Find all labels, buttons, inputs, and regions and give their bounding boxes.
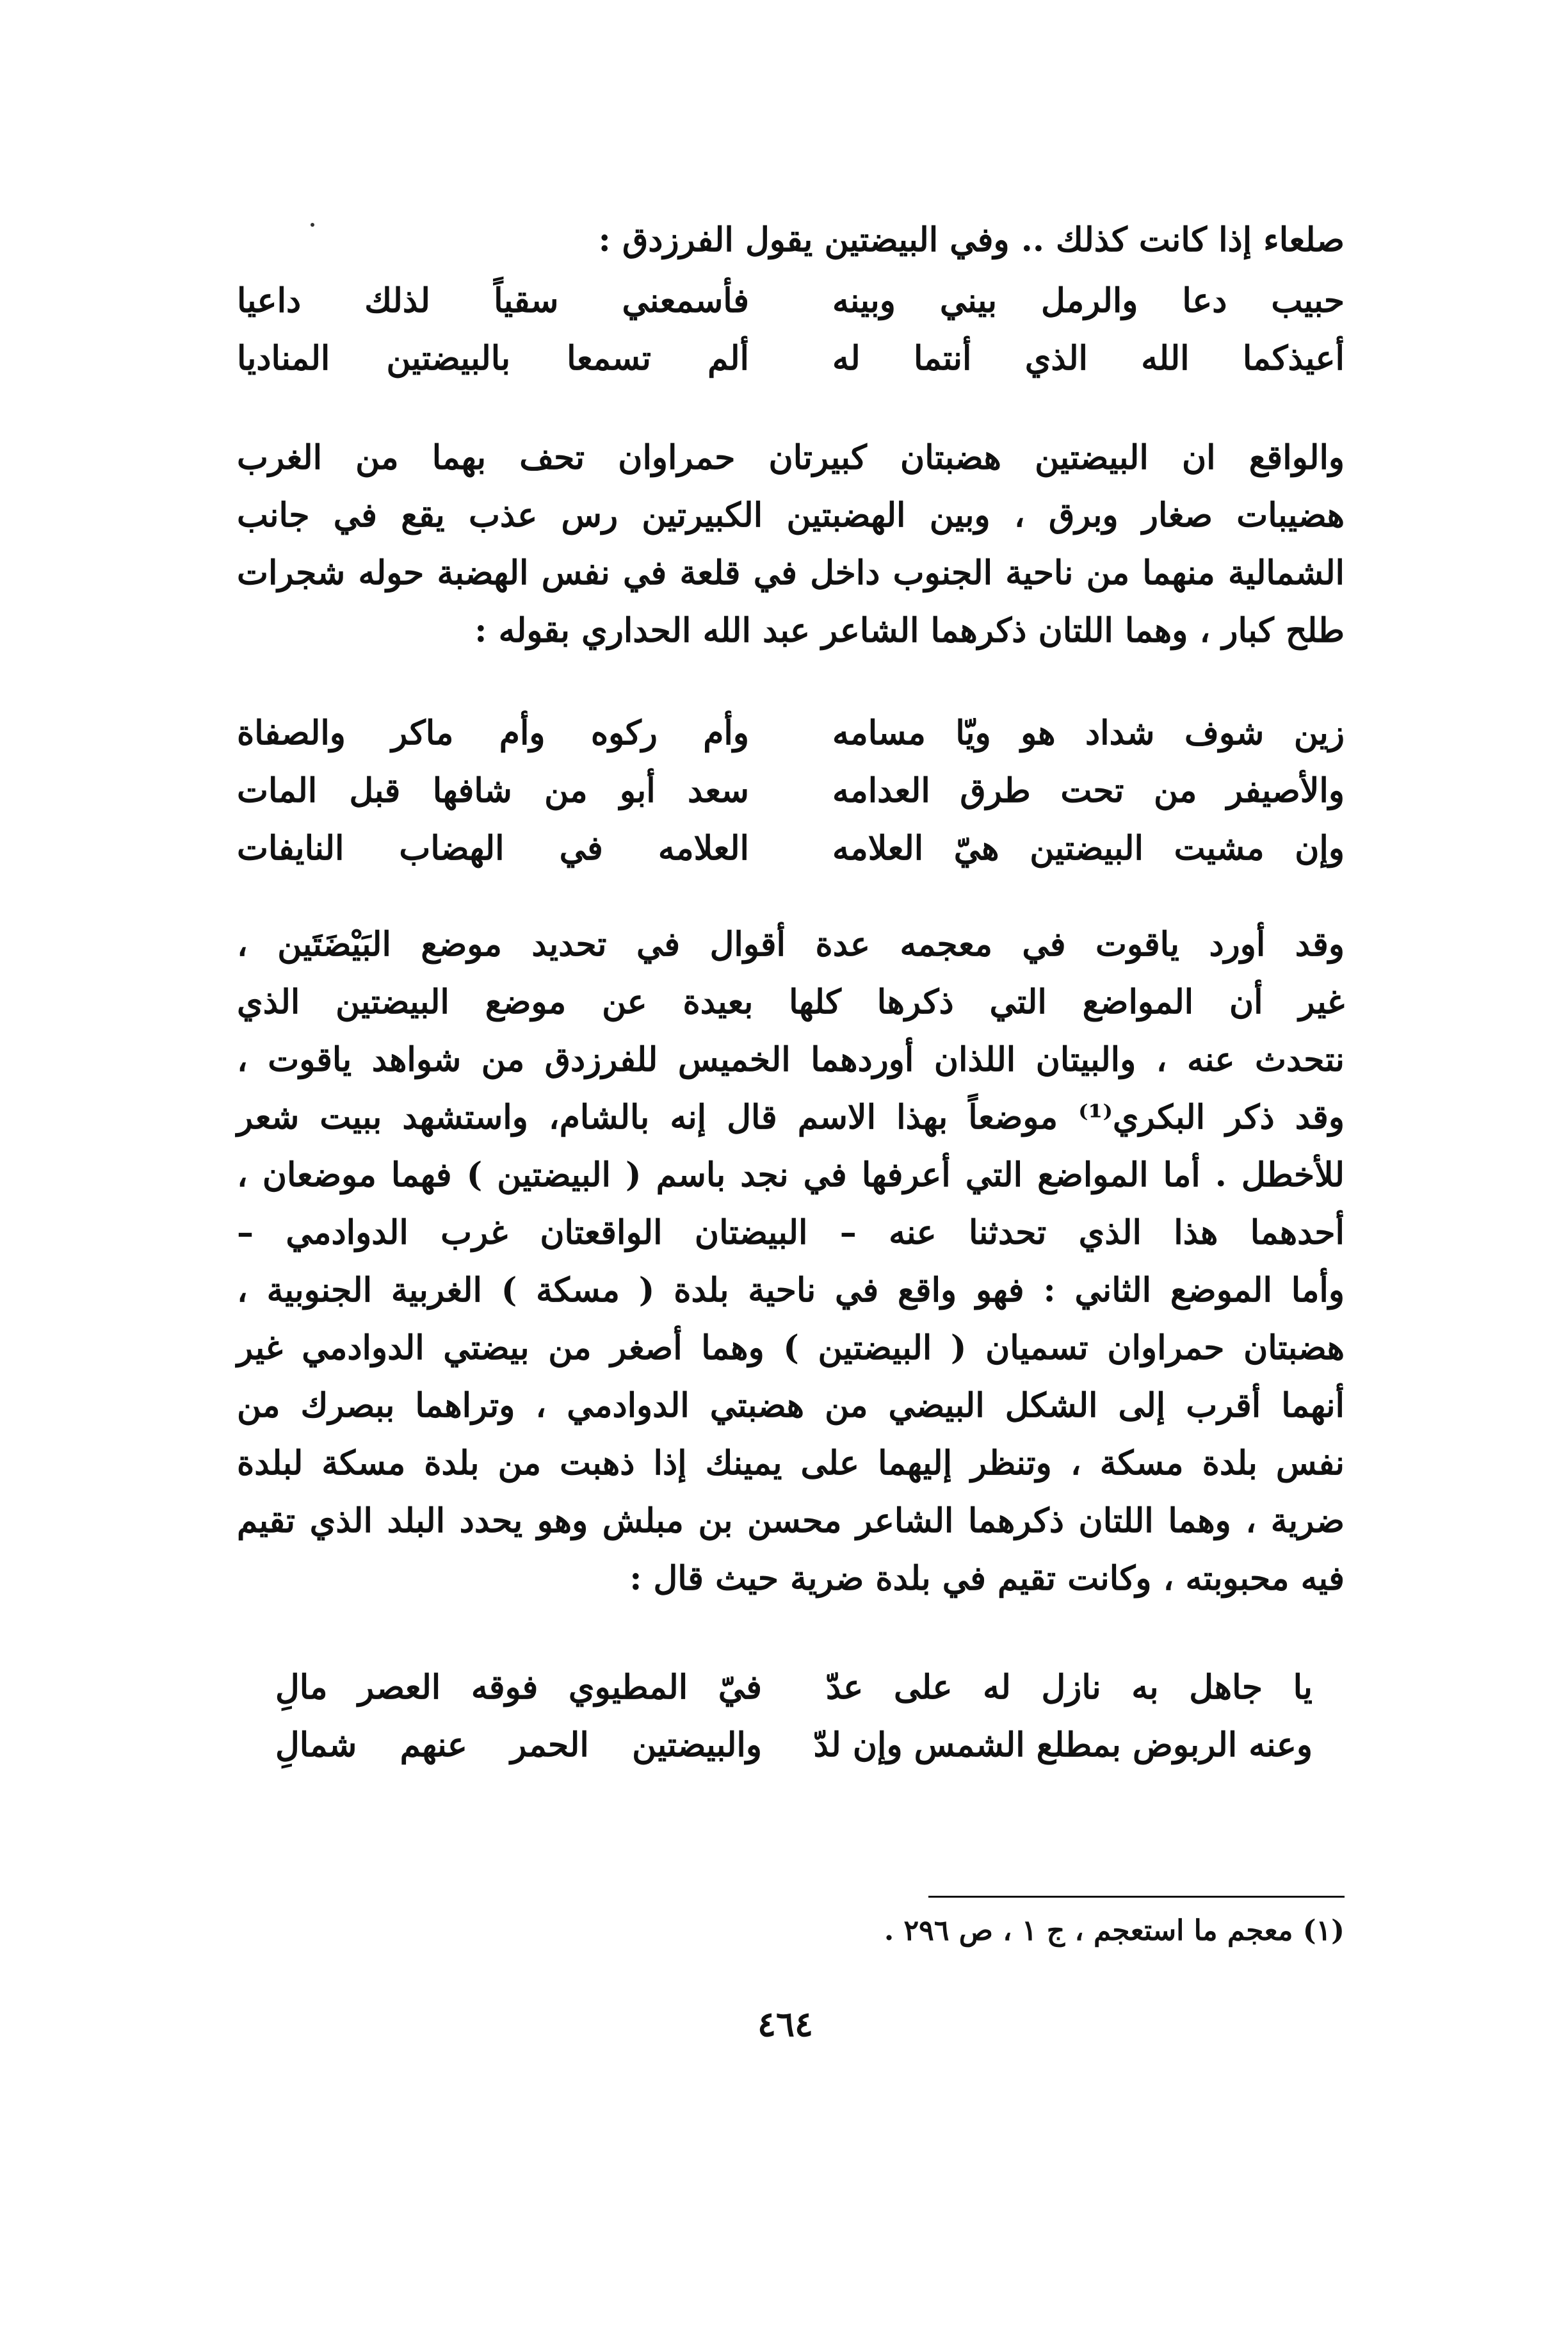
paragraph2-line: نتحدث عنه ، والبيتان اللذان أوردهما الخميس للفرزدق من شواهد ياقوت ، — [237, 1040, 1345, 1079]
hemistich-first: زين شوف شداد هو ويّا مسامه — [832, 713, 1345, 753]
hemistich-first: أعيذكما الله الذي أنتما له — [832, 339, 1345, 378]
hemistich-second: ألم تسمعا بالبيضتين المناديا — [237, 339, 749, 378]
page-number: ٤٦٤ — [757, 2003, 813, 2044]
paragraph2-line: غير أن المواضع التي ذكرها كلها بعيدة عن موضع البيضتين الذي — [237, 982, 1345, 1022]
paragraph2-line: فيه محبوبته ، وكانت تقيم في بلدة ضرية حيث قال : — [629, 1559, 1345, 1598]
paragraph2-line: ضرية ، وهما اللتان ذكرهما الشاعر محسن بن مبلش وهو يحدد البلد الذي تقيم — [237, 1501, 1345, 1540]
paragraph2-line: وأما الموضع الثاني : فهو واقع في ناحية بلدة ( مسكة ) الغربية الجنوبية ، — [237, 1271, 1345, 1310]
hemistich-first: والأصيفر من تحت طرق العدامه — [832, 771, 1345, 810]
poem2-verse — [237, 820, 1345, 877]
hemistich-first: وإن مشيت البيضتين هيّ العلامه — [832, 829, 1345, 868]
paragraph1-line: هضيبات صغار وبرق ، وبين الهضبتين الكبيرتين رس عذب يقع في جانب — [237, 496, 1345, 535]
paragraph2-line: هضبتان حمراوان تسميان ( البيضتين ) وهما أصغر من بيضتي الدوادمي غير — [237, 1328, 1345, 1367]
footnote: (١) معجم ما استعجم ، ج ١ ، ص ٢٩٦ . — [884, 1914, 1345, 1947]
poem1-verse — [237, 330, 1345, 387]
hemistich-second: فأسمعني سقياً لذلك داعيا — [237, 281, 749, 320]
paragraph1-line: الشمالية منهما من ناحية الجنوب داخل في قلعة في نفس الهضبة حوله شجرات — [237, 553, 1345, 592]
paragraph2-line: أحدهما هذا الذي تحدثنا عنه – البيضتان الواقعتان غرب الدوادمي – — [237, 1213, 1345, 1252]
book-page — [237, 192, 1345, 2242]
poem2-verse — [237, 705, 1345, 762]
hemistich-second: سعد أبو من شافها قبل المات — [237, 771, 749, 810]
paragraph2-line: أنهما أقرب إلى الشكل البيضي من هضبتي الدوادمي ، وتراهما ببصرك من — [237, 1386, 1345, 1425]
poem3-verse — [237, 1716, 1345, 1774]
paragraph1-line: والواقع ان البيضتين هضبتان كبيرتان حمراوان تحف بهما من الغرب — [237, 438, 1345, 477]
hemistich-second: وأم ركوه وأم ماكر والصفاة — [237, 713, 749, 753]
hemistich-second: فيّ المطيوي فوقه العصر مالِ — [275, 1668, 762, 1707]
intro-line: صلعاء إذا كانت كذلك .. وفي البيضتين يقول الفرزدق : — [598, 220, 1345, 259]
hemistich-first: يا جاهل به نازل له على عدّ — [826, 1668, 1313, 1707]
footnote-divider — [928, 1896, 1345, 1898]
paragraph1-line: طلح كبار ، وهما اللتان ذكرهما الشاعر عبد الله الحداري بقوله : — [474, 611, 1345, 650]
hemistich-second: والبيضتين الحمر عنهم شمالِ — [275, 1725, 762, 1764]
poem1-verse — [237, 272, 1345, 330]
paragraph2-line: نفس بلدة مسكة ، وتنظر إليهما على يمينك إذا ذهبت من بلدة مسكة لبلدة — [237, 1444, 1345, 1483]
paragraph2-line: للأخطل . أما المواضع التي أعرفها في نجد باسم ( البيضتين ) فهما موضعان ، — [237, 1155, 1345, 1194]
poem3-verse — [237, 1659, 1345, 1716]
hemistich-second: العلامه في الهضاب النايفات — [237, 829, 749, 868]
poem2-verse — [237, 762, 1345, 820]
paragraph2-line: وقد أورد ياقوت في معجمه عدة أقوال في تحديد موضع البَيْضَتَين ، — [237, 925, 1345, 964]
hemistich-first: حبيب دعا والرمل بيني وبينه — [832, 281, 1345, 320]
hemistich-first: وعنه الربوض بمطلع الشمس وإن لدّ — [813, 1725, 1313, 1764]
paragraph2-line: وقد ذكر البكري⁽¹⁾ موضعاً بهذا الاسم قال إنه بالشام، واستشهد ببيت شعر — [237, 1098, 1345, 1137]
